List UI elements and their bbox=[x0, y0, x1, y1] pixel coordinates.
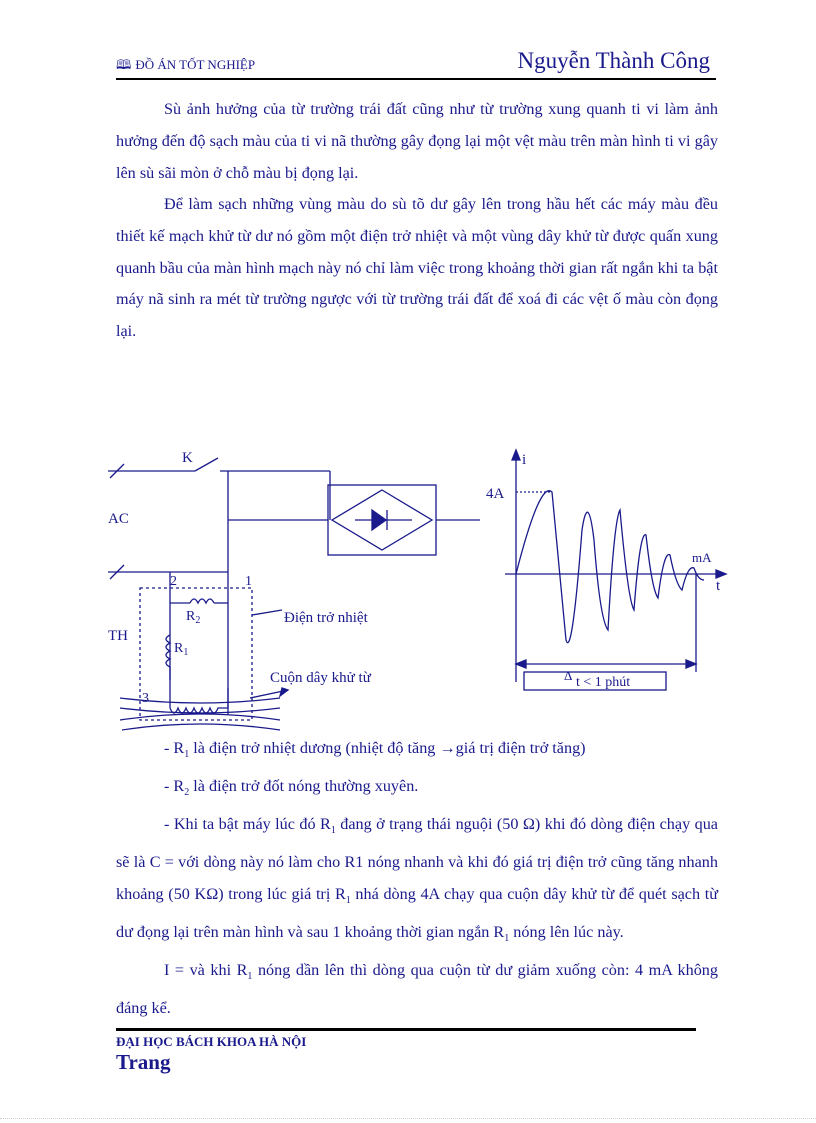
r2-coil bbox=[190, 599, 214, 603]
label-ac: AC bbox=[108, 511, 129, 527]
header-left bbox=[116, 56, 255, 78]
graph-label-ma: mA bbox=[692, 550, 712, 565]
switch-k bbox=[195, 458, 218, 471]
label-r2: $R_2$ bbox=[186, 609, 201, 626]
list-item-3: - Khi ta bật máy lúc đó $R_1$ đang ở trạng thái nguội (50 Ω) khi đó dòng điện chạy qua sẽ là C = với dòng này nó làm cho R1 nóng nhanh và khi đó giá trị điện trở cũng tăng nhanh khoảng (50 KΩ) trong lúc giá trị $R_1$ nhá dòng 4A chạy qua cuộn dây khử từ để quét sạch từ dư đọng lại trên màn hình và sau 1 khoảng thời gian ngắn $R_1$ nóng lên lúc này. bbox=[116, 815, 718, 945]
label-2: 2 bbox=[170, 574, 177, 589]
graph-label-4a: 4A bbox=[486, 486, 505, 502]
header-author: Nguyễn Thành Công bbox=[517, 48, 710, 73]
label-coil: Cuộn dây khử từ bbox=[270, 670, 371, 686]
paragraph-1 bbox=[116, 94, 718, 189]
footer-page-label: Trang bbox=[116, 1050, 171, 1074]
book-icon: 🕮 bbox=[116, 57, 132, 72]
current-graph bbox=[505, 450, 726, 690]
page-header bbox=[116, 48, 716, 80]
footer-rule bbox=[116, 1028, 696, 1031]
thermistor-pointer bbox=[252, 610, 282, 615]
header-rule bbox=[116, 78, 716, 80]
damped-oscillation bbox=[516, 491, 704, 643]
label-3: 3 bbox=[142, 691, 149, 706]
footer-university: ĐẠI HỌC BÁCH KHOA HÀ NỘI bbox=[116, 1034, 307, 1049]
page-bottom-border bbox=[0, 1118, 816, 1119]
label-r1: $R_1$ bbox=[174, 641, 189, 658]
graph-label-t: t bbox=[716, 578, 721, 594]
list-item-2: - $R_2$ là điện trở đốt nóng thường xuyên. bbox=[164, 777, 419, 799]
label-th: TH bbox=[108, 628, 128, 644]
paragraph-2 bbox=[116, 189, 718, 348]
degauss-coil bbox=[170, 688, 228, 713]
label-k: K bbox=[182, 450, 193, 466]
graph-label-delta: Δ bbox=[564, 668, 573, 683]
paragraph-1-text: Sù ảnh hưởng của từ trường trái đất cũng như từ trường xung quanh ti vi làm ảnh hưởng đến độ sạch màu của ti vi nã thường gây đọng lại một vệt màu trên màn hình ti vi gây lên sù sãi mòn ở chỗ màu bị đọng lại. bbox=[116, 100, 718, 182]
list-item-1: - $R_1$ là điện trở nhiệt dương (nhiệt độ tăng →giá trị điện trở tăng) bbox=[164, 739, 586, 761]
header-thesis-label: ĐỒ ÁN TỐT NGHIỆP bbox=[135, 57, 256, 72]
list-item-4: I = và khi $R_1$ nóng dần lên thì dòng qua cuộn từ dư giảm xuống còn: 4 mA không đáng kể. bbox=[116, 960, 718, 1017]
paragraph-2-text: Để làm sạch những vùng màu do sù tõ dư gây lên trong hầu hết các máy màu đều thiết kế mạch khử từ dư nó gồm một điện trở nhiệt và một vùng dây khử từ được quấn xung quanh bầu của màn hình mạch này nó chỉ làm việc trong khoảng thời gian rất ngắn khi ta bật máy nã sinh ra mét từ trường ngược với từ trường trái đất để xoá đi các vệt ố màu còn đọng lại. bbox=[116, 195, 718, 341]
label-thermistor: Điện trở nhiệt bbox=[284, 610, 368, 626]
explanation-list bbox=[116, 733, 718, 1025]
label-1: 1 bbox=[245, 574, 252, 589]
graph-label-duration: t < 1 phút bbox=[576, 675, 631, 690]
thermistor-box bbox=[140, 588, 252, 720]
graph-label-i: i bbox=[522, 452, 527, 468]
degauss-diagram bbox=[100, 440, 740, 770]
